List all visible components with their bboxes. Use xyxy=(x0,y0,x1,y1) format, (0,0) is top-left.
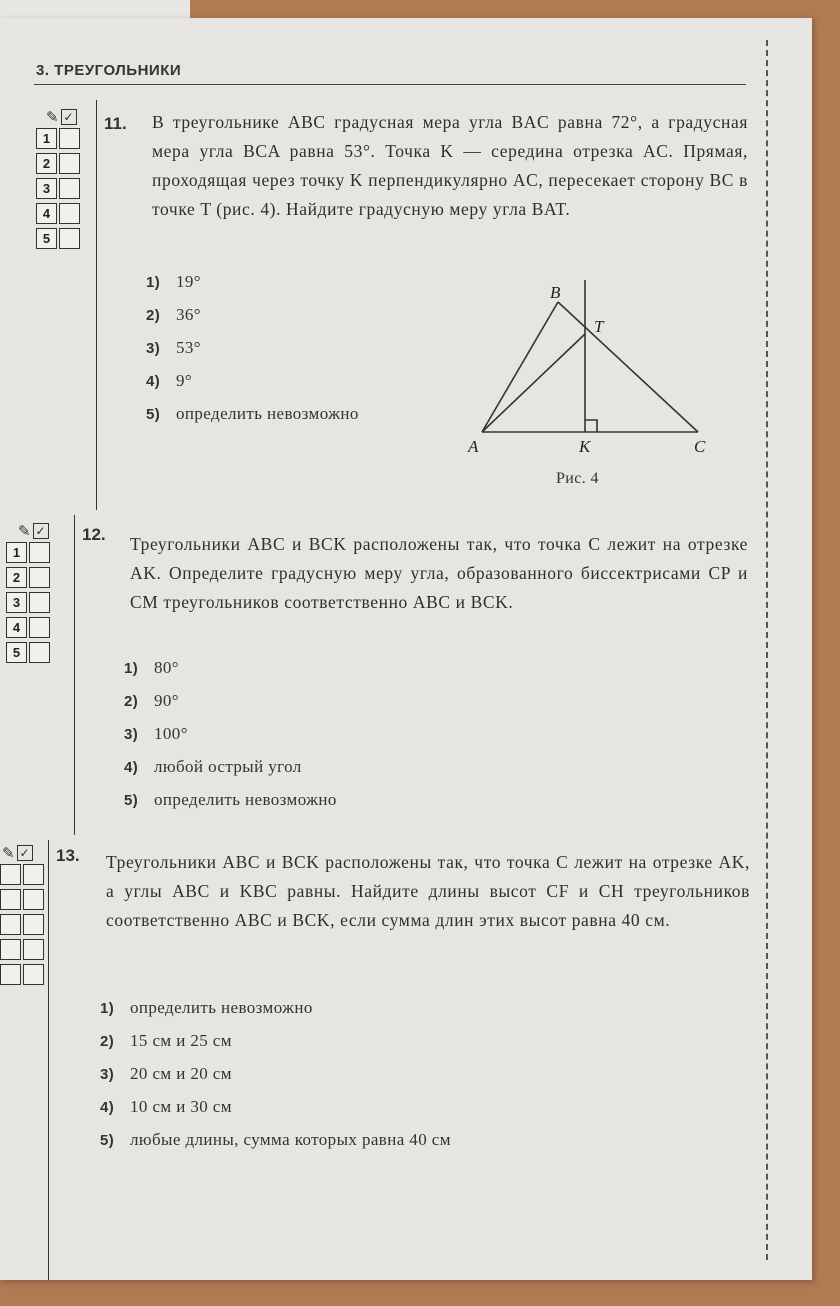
answer-box[interactable] xyxy=(0,889,21,910)
answer-box-label: 3 xyxy=(6,592,27,613)
cut-line xyxy=(766,40,768,1260)
answer-box-label: 4 xyxy=(6,617,27,638)
answer-box[interactable] xyxy=(59,228,80,249)
answer-box[interactable] xyxy=(0,964,21,985)
option[interactable]: 4) 10 см и 30 см xyxy=(100,1097,232,1116)
task-11-margin-line xyxy=(96,100,97,510)
option[interactable]: 4) любой острый угол xyxy=(124,757,302,776)
answer-box[interactable] xyxy=(23,864,44,885)
answer-box-label: 1 xyxy=(6,542,27,563)
side-ab xyxy=(482,302,558,432)
triangle-figure xyxy=(462,272,722,492)
option[interactable]: 2) 15 см и 25 см xyxy=(100,1031,232,1050)
option[interactable]: 2) 90° xyxy=(124,691,179,710)
option[interactable]: 1) определить невозможно xyxy=(100,998,313,1017)
figure-caption: Рис. 4 xyxy=(556,470,599,487)
answer-box[interactable] xyxy=(23,939,44,960)
answer-box-label: 4 xyxy=(36,203,57,224)
answer-box[interactable] xyxy=(29,642,50,663)
chapter-title: 3. ТРЕУГОЛЬНИКИ xyxy=(36,62,182,79)
option[interactable]: 2) 36° xyxy=(146,305,201,324)
task-12-margin-line xyxy=(74,515,75,835)
task-12-answer-boxes xyxy=(6,520,52,667)
option[interactable]: 3) 53° xyxy=(146,338,201,357)
pencil-icon: ✎ xyxy=(18,523,31,540)
option[interactable]: 3) 20 см и 20 см xyxy=(100,1064,232,1083)
side-bc xyxy=(558,302,698,432)
check-icon[interactable]: ✓ xyxy=(17,845,33,861)
answer-box[interactable] xyxy=(23,964,44,985)
answer-box-label: 5 xyxy=(6,642,27,663)
task-11-number: 11. xyxy=(104,114,127,133)
answer-box[interactable] xyxy=(23,889,44,910)
answer-box-label: 1 xyxy=(36,128,57,149)
chapter-rule xyxy=(34,84,746,85)
segment-at xyxy=(482,334,585,432)
answer-box-label: 2 xyxy=(6,567,27,588)
label-b: B xyxy=(550,283,561,302)
task-11-text: В треугольнике ABC градусная мера угла BAC равна 72°, а градусная мера угла BCA равна 53°. Точка K — середина отрезка AC. Прямая, проходящая через точку K перпендикулярно AC, пересекает сторону BC в точке T (рис. 4). Найдите градусную меру угла BAT. xyxy=(152,112,748,219)
option[interactable]: 1) 80° xyxy=(124,658,179,677)
option[interactable]: 5) определить невозможно xyxy=(124,790,337,809)
answer-box[interactable] xyxy=(0,864,21,885)
task-13-answer-boxes xyxy=(0,842,46,989)
pencil-icon: ✎ xyxy=(2,845,15,862)
right-angle-mark xyxy=(585,420,597,432)
task-12-options xyxy=(124,652,337,817)
task-13-options xyxy=(100,992,451,1157)
answer-box-label: 2 xyxy=(36,153,57,174)
task-11-answer-boxes xyxy=(36,106,82,253)
answer-box[interactable] xyxy=(59,203,80,224)
task-13-number: 13. xyxy=(56,846,80,865)
pencil-icon: ✎ xyxy=(46,109,59,126)
label-t: T xyxy=(594,317,604,336)
answer-box[interactable] xyxy=(23,914,44,935)
task-13-margin-line xyxy=(48,840,49,1280)
option[interactable]: 5) любые длины, сумма которых равна 40 см xyxy=(100,1130,451,1149)
answer-box[interactable] xyxy=(29,617,50,638)
option[interactable]: 3) 100° xyxy=(124,724,188,743)
answer-box[interactable] xyxy=(29,567,50,588)
option[interactable]: 4) 9° xyxy=(146,371,193,390)
label-a: A xyxy=(468,437,479,456)
answer-box[interactable] xyxy=(59,153,80,174)
answer-box-label: 3 xyxy=(36,178,57,199)
task-11-options xyxy=(146,266,359,431)
answer-box[interactable] xyxy=(0,939,21,960)
option[interactable]: 1) 19° xyxy=(146,272,201,291)
answer-box[interactable] xyxy=(0,914,21,935)
task-13-text: Треугольники ABC и BCK расположены так, что точка C лежит на отрезке AK, а углы ABC и KBC равны. Найдите длины высот CF и CH треугольников соответственно ABC и BCK, если сумма длин этих высот равна 40 см. xyxy=(106,852,750,930)
answer-box-label: 5 xyxy=(36,228,57,249)
check-icon[interactable]: ✓ xyxy=(61,109,77,125)
task-12-number: 12. xyxy=(82,525,106,544)
answer-box[interactable] xyxy=(59,128,80,149)
label-c: C xyxy=(694,437,706,456)
check-icon[interactable]: ✓ xyxy=(33,523,49,539)
label-k: K xyxy=(579,437,591,456)
answer-box[interactable] xyxy=(59,178,80,199)
answer-box[interactable] xyxy=(29,592,50,613)
task-12-text: Треугольники ABC и BCK расположены так, что точка C лежит на отрезке AK. Определите градусную меру угла, образованного биссектрисами CP и CM треугольников соответственно ABC и BCK. xyxy=(130,534,748,612)
answer-box[interactable] xyxy=(29,542,50,563)
option[interactable]: 5) определить невозможно xyxy=(146,404,359,423)
